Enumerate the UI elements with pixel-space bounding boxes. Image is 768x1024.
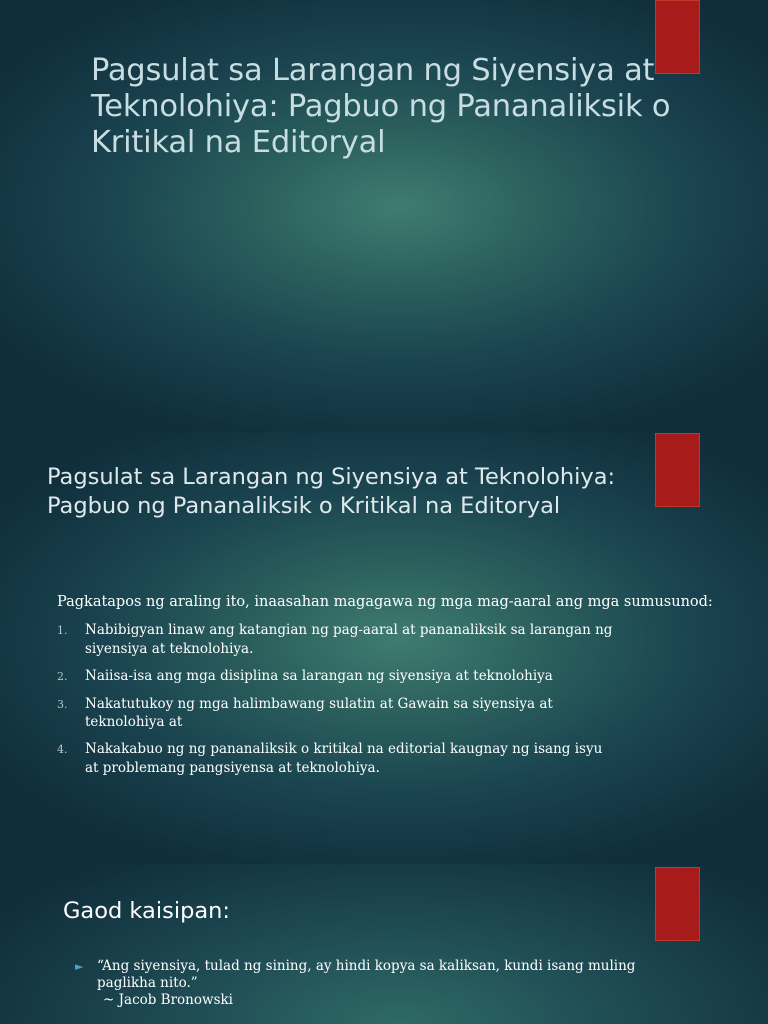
quote-item [75,958,695,1009]
quote-list [75,958,695,1024]
objective-item [57,695,617,733]
quote-text: “Ang siyensiya, tulad ng sining, ay hindi kopya sa kaliksan, kundi isang muling paglikha nito.” [97,958,636,991]
objective-number: 3. [57,697,68,711]
objective-number: 4. [57,743,68,757]
quote-author: ~ Jacob Bronowski [103,991,233,1008]
objective-text: Nakatutukoy ng mga halimbawang sulatin at Gawain sa siyensiya at teknolohiya at [85,695,553,731]
red-accent-bar [655,433,700,507]
slide-2 [0,432,768,864]
objective-text: Nabibigyan linaw ang katangian ng pag-aaral at pananaliksik sa larangan ng siyensiya at teknolohiya. [85,622,613,657]
objective-item [57,740,617,778]
slide-1-title: Pagsulat sa Larangan ng Siyensiya at Teknolohiya: Pagbuo ng Pananaliksik o Kritikal na Editoryal [91,53,671,160]
objectives-list [57,621,617,786]
slide-3-title: Gaod kaisipan: [63,898,230,924]
objective-text: Naiisa-isa ang mga disiplina sa larangan ng siyensiya at teknolohiya [85,667,553,684]
slide-1 [0,0,768,432]
objectives-intro: Pagkatapos ng araling ito, inaasahan magagawa ng mga mag-aaral ang mga sumusunod: [57,594,713,610]
objective-item [57,621,617,659]
triangle-bullet-icon: ► [75,960,84,973]
slide-2-title: Pagsulat sa Larangan ng Siyensiya at Teknolohiya: Pagbuo ng Pananaliksik o Kritikal na Editoryal [47,464,616,520]
objective-number: 2. [57,669,68,683]
red-accent-bar [655,867,700,941]
objective-item [57,667,617,687]
objective-number: 1. [57,624,68,637]
objective-text: Nakakabuo ng ng pananaliksik o kritikal na editorial kaugnay ng isang isyu at problemang pangsiyensa at teknolohiya. [85,741,603,777]
slide-3 [0,864,768,1024]
